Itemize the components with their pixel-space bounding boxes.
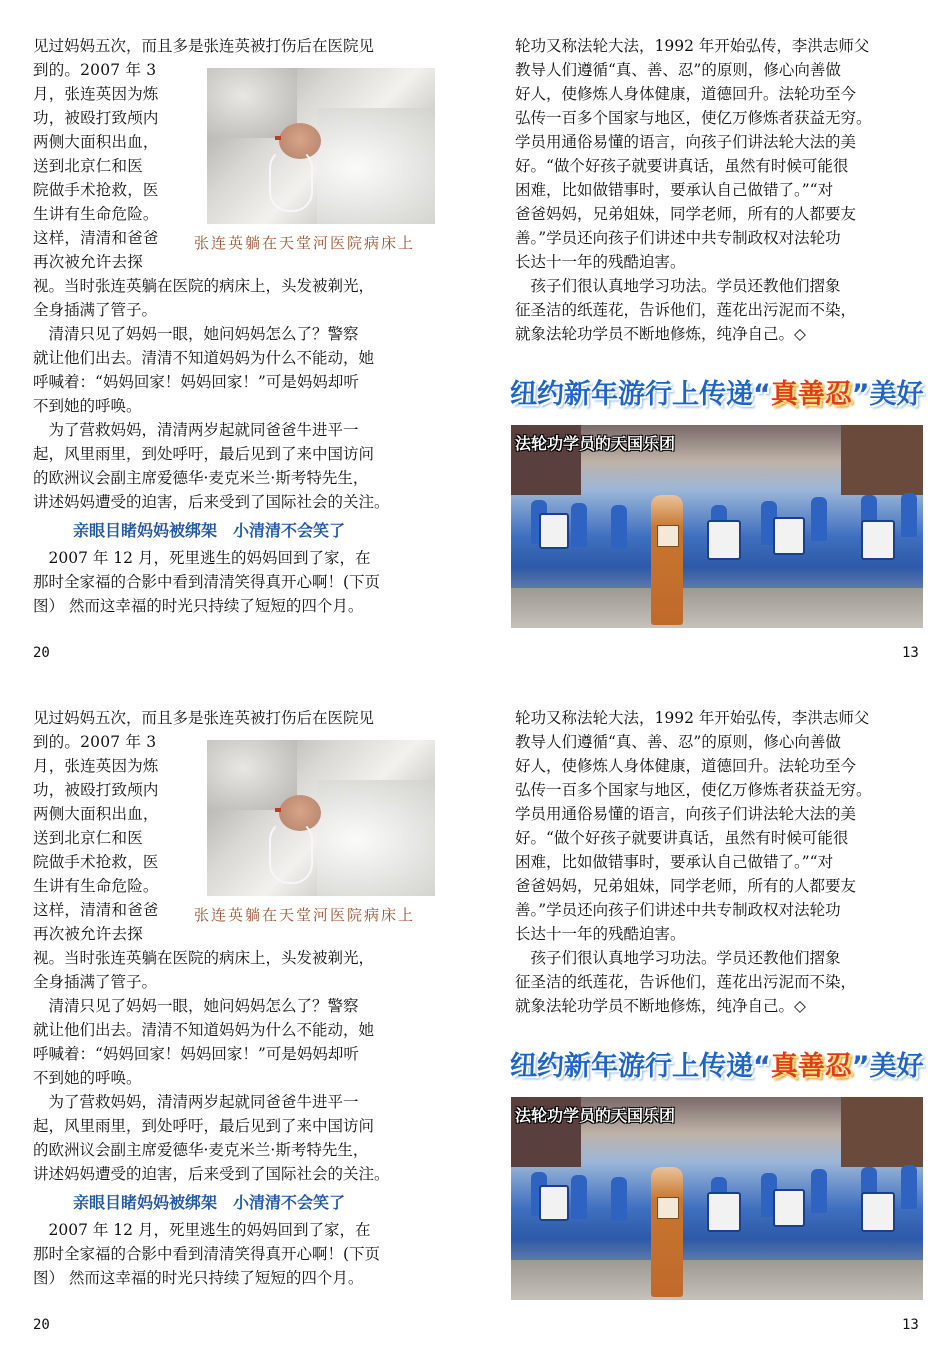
parade-banner <box>510 372 925 418</box>
text-line: 为了营救妈妈，清清两岁起就同爸爸牛进平一 <box>33 421 359 439</box>
text-line: 讲述妈妈遭受的迫害，后来受到了国际社会的关注。 <box>33 1165 390 1183</box>
photo-caption: 张连英躺在天堂河医院病床上 <box>194 906 416 924</box>
text-line: 两侧大面积出血， <box>33 805 159 823</box>
text-line: 不到她的呼唤。 <box>33 397 142 415</box>
text-line: 到的。2007 年 3 <box>33 733 157 751</box>
parade-banner <box>510 1044 925 1090</box>
text-line: 学员用通俗易懂的语言，向孩子们讲法轮大法的美 <box>515 805 857 823</box>
text-line: 为了营救妈妈，清清两岁起就同爸爸牛进平一 <box>33 1093 359 1111</box>
text-line: 困难，比如做错事时，要承认自己做错了。”“对 <box>515 853 834 871</box>
hospital-bed-photo <box>207 740 435 896</box>
text-line: 就象法轮功学员不断地修炼，纯净自己。◇ <box>515 997 806 1015</box>
text-line: 这样，清清和爸爸 <box>33 901 159 919</box>
photo-overlay-text: 法轮功学员的天国乐团 <box>515 434 676 453</box>
text-line: 征圣洁的纸莲花，告诉他们，莲花出污泥而不染， <box>515 301 857 319</box>
text-line: 院做手术抢救，医 <box>33 181 159 199</box>
page-spread-bottom <box>0 672 950 1344</box>
text-line: 月，张连英因为炼 <box>33 85 159 103</box>
text-line: 见过妈妈五次，而且多是张连英被打伤后在医院见 <box>33 37 375 55</box>
text-line: 到的。2007 年 3 <box>33 61 157 79</box>
parade-photo <box>511 425 923 628</box>
section-subheading: 亲眼目睹妈妈被绑架 小清清不会笑了 <box>73 521 346 540</box>
text-line: 清清只见了妈妈一眼，她问妈妈怎么了？警察 <box>33 325 359 343</box>
text-line: 就让他们出去。清清不知道妈妈为什么不能动，她 <box>33 349 375 367</box>
text-line: 孩子们很认真地学习功法。学员还教他们摺象 <box>515 277 841 295</box>
text-line: 困难，比如做错事时，要承认自己做错了。”“对 <box>515 181 834 199</box>
text-line: 院做手术抢救，医 <box>33 853 159 871</box>
text-line: 月，张连英因为炼 <box>33 757 159 775</box>
text-line: 就让他们出去。清清不知道妈妈为什么不能动，她 <box>33 1021 375 1039</box>
hospital-bed-photo <box>207 68 435 224</box>
text-line: 弘传一百多个国家与地区，使亿万修炼者获益无穷。 <box>515 109 872 127</box>
text-line: 全身插满了管子。 <box>33 973 158 991</box>
text-line: 见过妈妈五次，而且多是张连英被打伤后在医院见 <box>33 709 375 727</box>
section-subheading: 亲眼目睹妈妈被绑架 小清清不会笑了 <box>73 1193 346 1212</box>
text-line: 2007 年 12 月，死里逃生的妈妈回到了家，在 <box>33 1221 371 1239</box>
text-line: 长达十一年的残酷迫害。 <box>515 253 686 271</box>
text-line: 2007 年 12 月，死里逃生的妈妈回到了家，在 <box>33 549 371 567</box>
banner-title: 纽约新年游行上传递“真善忍”美好 <box>510 379 924 410</box>
text-line: 视。当时张连英躺在医院的病床上，头发被剃光， <box>33 949 375 967</box>
text-line: 图） 然而这幸福的时光只持续了短短的四个月。 <box>33 597 364 615</box>
text-line: 孩子们很认真地学习功法。学员还教他们摺象 <box>515 949 841 967</box>
text-line: 两侧大面积出血， <box>33 133 159 151</box>
text-line: 这样，清清和爸爸 <box>33 229 159 247</box>
text-line: 教导人们遵循“真、善、忍”的原则，修心向善做 <box>515 61 841 79</box>
page-number-left: 20 <box>33 645 50 661</box>
text-line: 视。当时张连英躺在医院的病床上，头发被剃光， <box>33 277 375 295</box>
text-line: 那时全家福的合影中看到清清笑得真开心啊！(下页 <box>33 573 381 591</box>
text-line: 爸爸妈妈，兄弟姐妹，同学老师，所有的人都要友 <box>515 877 857 895</box>
text-line: 起，风里雨里，到处呼吁，最后见到了来中国访问 <box>33 445 375 463</box>
text-line: 呼喊着：“妈妈回家！妈妈回家！”可是妈妈却听 <box>33 373 359 391</box>
text-line: 善。”学员还向孩子们讲述中共专制政权对法轮功 <box>515 229 841 247</box>
text-line: 那时全家福的合影中看到清清笑得真开心啊！(下页 <box>33 1245 381 1263</box>
text-line: 的欧洲议会副主席爱德华·麦克米兰·斯考特先生， <box>33 1141 369 1159</box>
parade-photo <box>511 1097 923 1300</box>
text-line: 好。“做个好孩子就要讲真话，虽然有时候可能很 <box>515 829 849 847</box>
text-line: 送到北京仁和医 <box>33 157 143 175</box>
text-line: 清清只见了妈妈一眼，她问妈妈怎么了？警察 <box>33 997 359 1015</box>
text-line: 就象法轮功学员不断地修炼，纯净自己。◇ <box>515 325 806 343</box>
text-line: 善。”学员还向孩子们讲述中共专制政权对法轮功 <box>515 901 841 919</box>
text-line: 生讲有生命危险。 <box>33 205 159 223</box>
banner-title: 纽约新年游行上传递“真善忍”美好 <box>510 1051 924 1082</box>
page-number-right: 13 <box>902 1317 919 1333</box>
text-line: 长达十一年的残酷迫害。 <box>515 925 686 943</box>
text-line: 功，被殴打致颅内 <box>33 781 159 799</box>
text-line: 全身插满了管子。 <box>33 301 158 319</box>
text-line: 的欧洲议会副主席爱德华·麦克米兰·斯考特先生， <box>33 469 369 487</box>
text-line: 功，被殴打致颅内 <box>33 109 159 127</box>
text-line: 好人，使修炼人身体健康，道德回升。法轮功至今 <box>515 85 857 103</box>
text-line: 轮功又称法轮大法，1992 年开始弘传，李洪志师父 <box>515 37 870 55</box>
text-line: 再次被允许去探 <box>33 253 143 271</box>
page-number-right: 13 <box>902 645 919 661</box>
page-spread-top <box>0 0 950 672</box>
text-line: 教导人们遵循“真、善、忍”的原则，修心向善做 <box>515 733 841 751</box>
text-line: 征圣洁的纸莲花，告诉他们，莲花出污泥而不染， <box>515 973 857 991</box>
text-line: 爸爸妈妈，兄弟姐妹，同学老师，所有的人都要友 <box>515 205 857 223</box>
text-line: 弘传一百多个国家与地区，使亿万修炼者获益无穷。 <box>515 781 872 799</box>
photo-caption: 张连英躺在天堂河医院病床上 <box>194 234 416 252</box>
text-line: 讲述妈妈遭受的迫害，后来受到了国际社会的关注。 <box>33 493 390 511</box>
text-line: 不到她的呼唤。 <box>33 1069 142 1087</box>
text-line: 轮功又称法轮大法，1992 年开始弘传，李洪志师父 <box>515 709 870 727</box>
photo-overlay-text: 法轮功学员的天国乐团 <box>515 1106 676 1125</box>
text-line: 好人，使修炼人身体健康，道德回升。法轮功至今 <box>515 757 857 775</box>
page-number-left: 20 <box>33 1317 50 1333</box>
text-line: 图） 然而这幸福的时光只持续了短短的四个月。 <box>33 1269 364 1287</box>
text-line: 生讲有生命危险。 <box>33 877 159 895</box>
text-line: 再次被允许去探 <box>33 925 143 943</box>
text-line: 呼喊着：“妈妈回家！妈妈回家！”可是妈妈却听 <box>33 1045 359 1063</box>
text-line: 送到北京仁和医 <box>33 829 143 847</box>
text-line: 起，风里雨里，到处呼吁，最后见到了来中国访问 <box>33 1117 375 1135</box>
text-line: 好。“做个好孩子就要讲真话，虽然有时候可能很 <box>515 157 849 175</box>
text-line: 学员用通俗易懂的语言，向孩子们讲法轮大法的美 <box>515 133 857 151</box>
